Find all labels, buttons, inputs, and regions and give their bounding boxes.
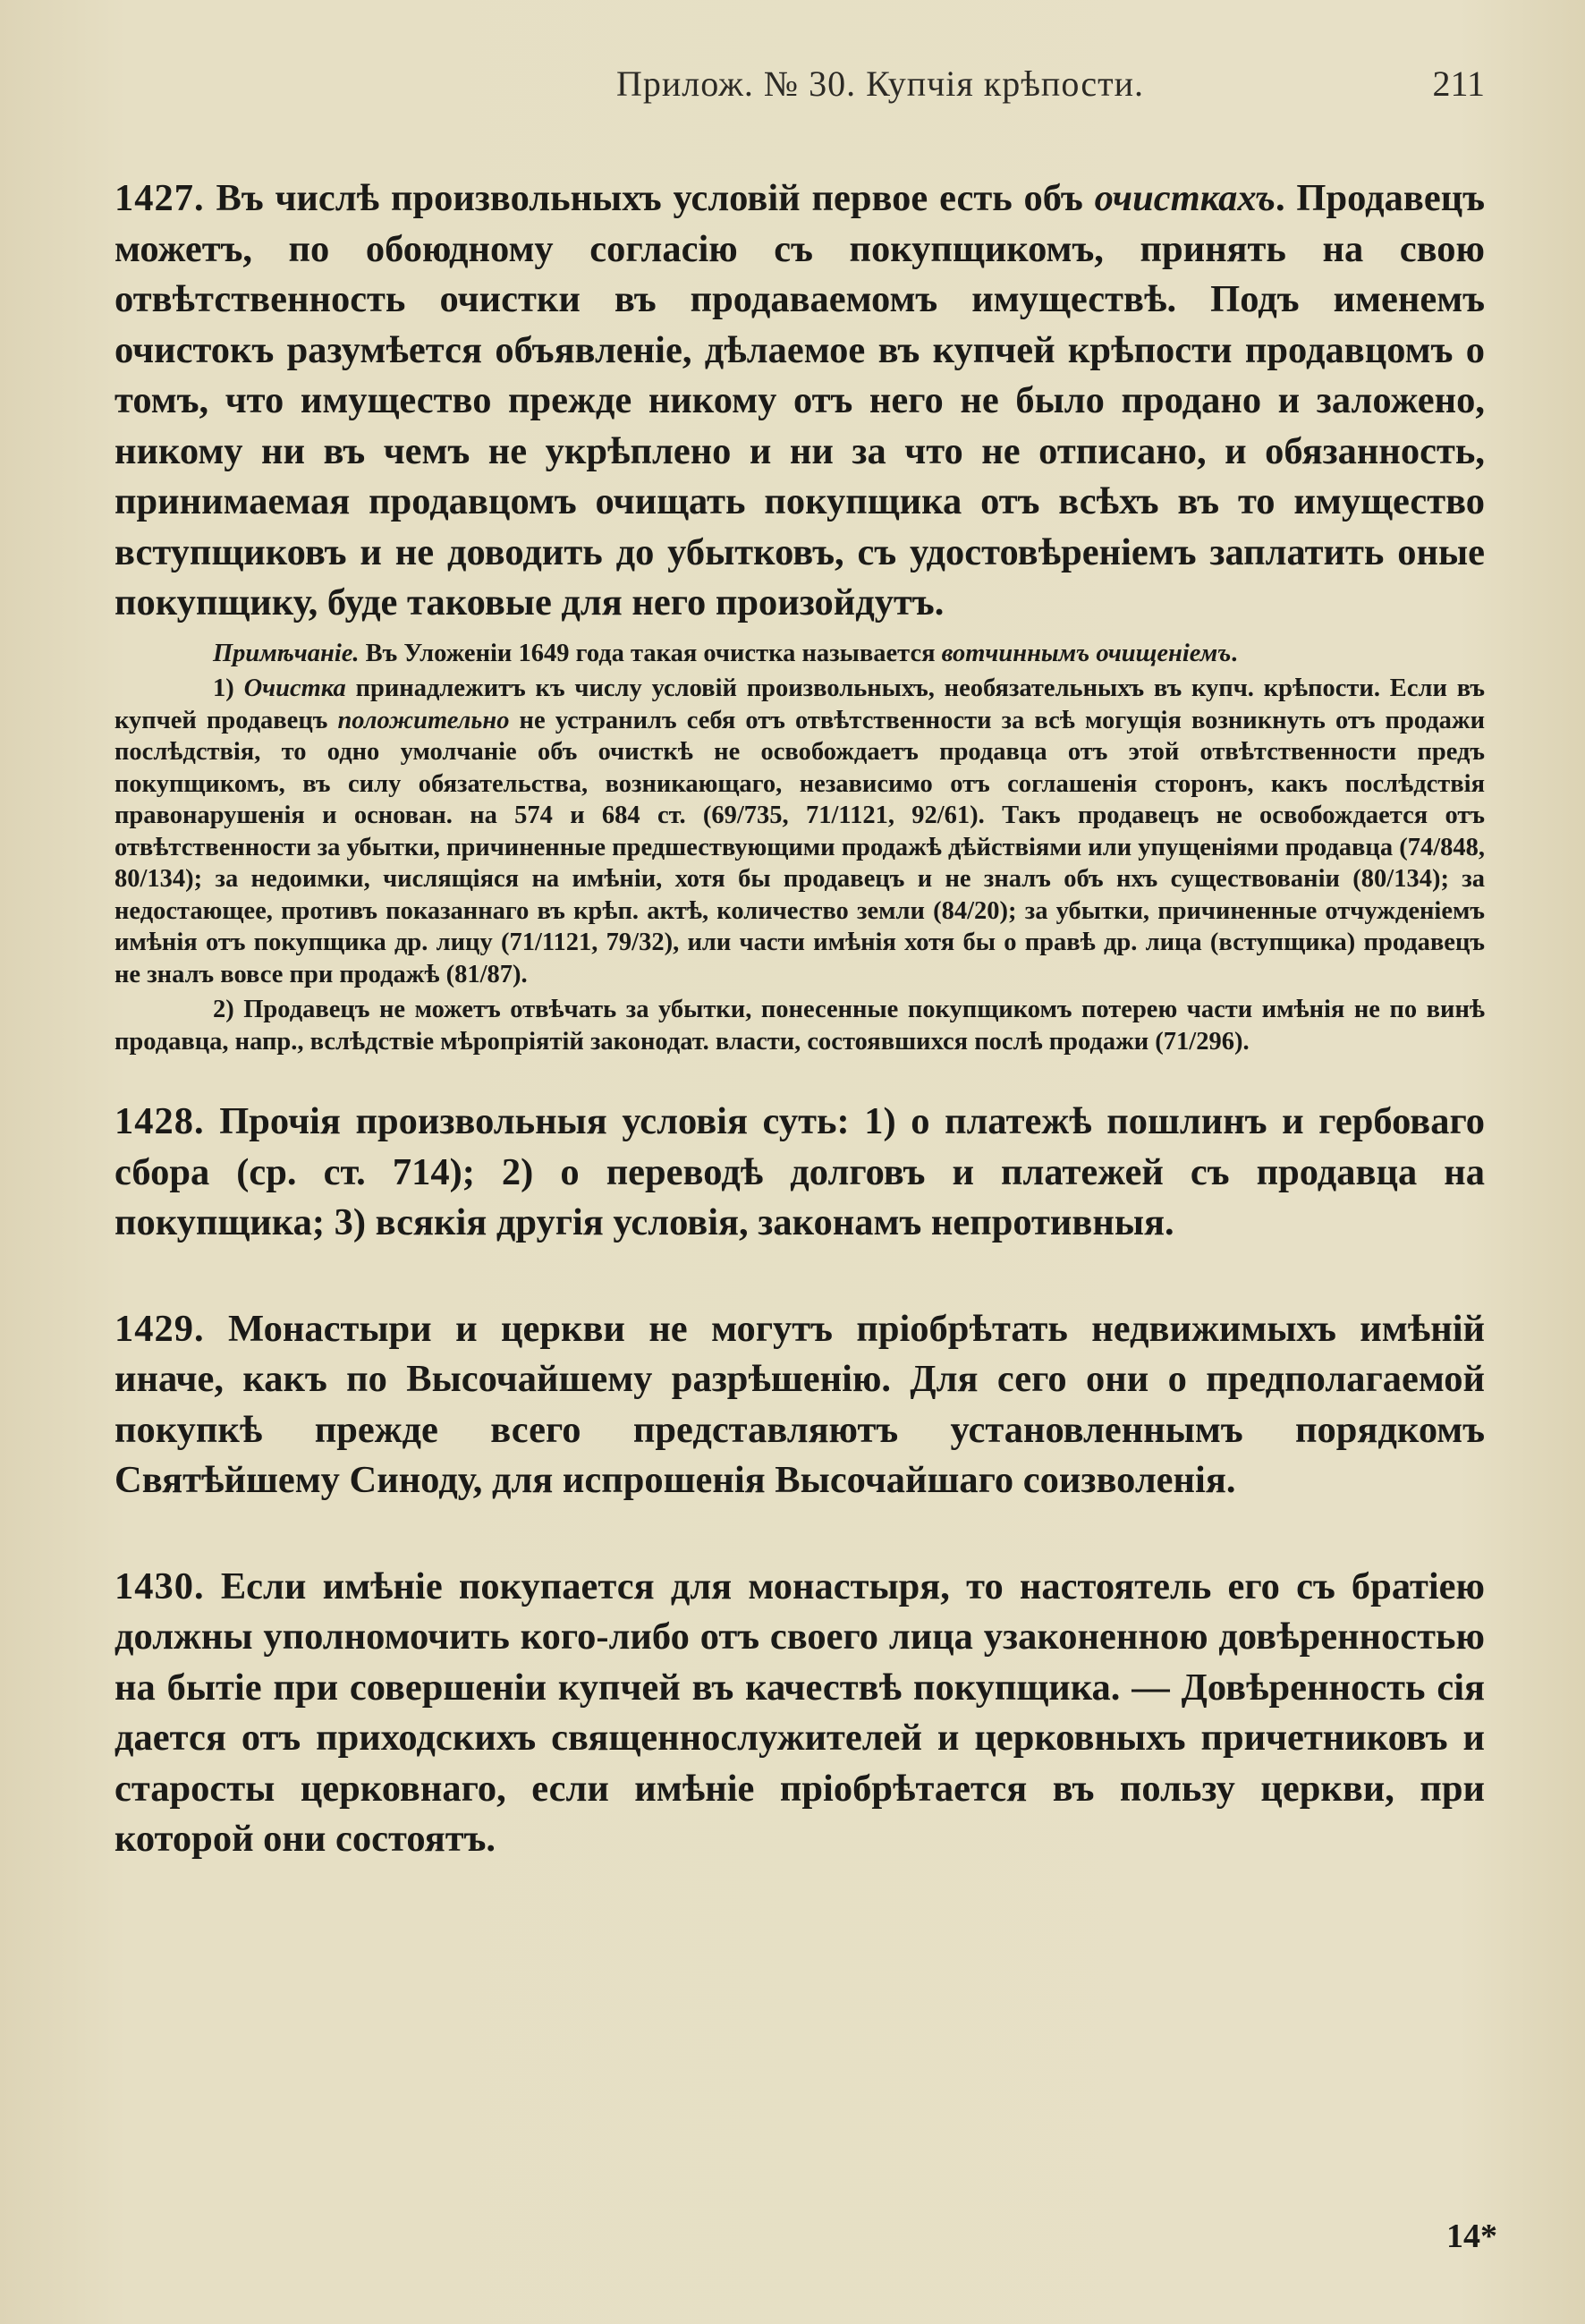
note-1 [114,673,1485,990]
article-term: очисткахъ [1094,177,1276,219]
article-number: 1427. [114,177,205,219]
article-number: 1428. [114,1100,205,1142]
article-1429 [114,1304,1485,1506]
article-1427 [114,174,1485,629]
article-text: Если имѣніе покупается для монастыря, то настоятель его съ братіею должны уполномочить кого-либо отъ своего лица узаконенною довѣренностью на бытіе при совершеніи купчей въ качествѣ покупщика. — Довѣренность сія дается отъ приходскихъ священнослужителей и церковныхъ причетниковъ и старосты церковнаго, если имѣніе пріобрѣтается въ пользу церкви, при которой они состоятъ. [114,1565,1485,1860]
article-number: 1429. [114,1307,205,1350]
running-title: Прилож. № 30. Купчія крѣпости. [616,64,1144,104]
article-number: 1430. [114,1565,205,1607]
page-number: 211 [1432,64,1485,104]
article-text: . Продавецъ можетъ, по обоюдному согласію съ покупщикомъ, принять на свою отвѣтственность очистки въ продаваемомъ имуществѣ. Подъ именемъ очистокъ разумѣется объявленіе, дѣлаемое въ купчей крѣпости продавцомъ о томъ, что имущество прежде никому отъ него не было продано и заложено, никому ни въ чемъ не укрѣплено и ни за что не отписано, и обязанность, принимаемая продавцомъ очищать покупщика отъ всѣхъ въ то имущество вступщиковъ и не доводить до убытковъ, съ удостовѣреніемъ заплатить оные покупщику, буде таковые для него произойдутъ. [114,177,1485,623]
running-head [114,63,1485,116]
article-text: Монастыри и церкви не могутъ пріобрѣтать недвижимыхъ имѣній иначе, какъ по Высочайшему разрѣшенію. Для сего они о предполагаемой покупкѣ прежде всего представляютъ установленнымъ порядкомъ Святѣйшему Синоду, для испрошенія Высочайшаго соизволенія. [114,1307,1485,1501]
note-term: положительно [337,706,510,734]
notes-1427 [114,638,1485,1058]
signature-mark: 14* [1446,2218,1497,2255]
note-text: не устранилъ себя отъ отвѣтственности за всѣ могущія возникнуть отъ продажи послѣдствія, то одно умолчаніе объ очисткѣ не освобождаетъ продавца отъ этой отвѣтственности предъ покупщикомъ, въ силу обязательства, возникающаго, независимо отъ соглашенія сторонъ, какъ послѣдствія правонарушенія и основан. на 574 и 684 ст. (69/735, 71/1121, 92/61). Такъ продавецъ не освобождается отъ отвѣтственности за убытки, причиненные предшествующими продажѣ дѣйствіями или упущеніями продавца (74/848, 80/134); за недоимки, числящіяся на имѣніи, хотя бы продавецъ и не зналъ объ нхъ существованіи (80/134); за недостающее, противъ показаннаго въ крѣп. актѣ, количество земли (84/20); за убытки, причиненные отчужденіемъ имѣнія отъ покупщика др. лицу (71/1121, 79/32), или части имѣнія хотя бы о правѣ др. лица (вступщика) продавецъ не зналъ вовсе при продажѣ (81/87). [114,706,1485,988]
article-1428 [114,1097,1485,1249]
article-1430 [114,1562,1485,1865]
article-text: Въ числѣ произвольныхъ условій первое есть объ [204,177,1095,219]
note-primechanie [114,638,1485,670]
note-text: Въ Уложеніи 1649 года такая очистка называется [359,639,942,667]
note-2: 2) Продавецъ не можетъ отвѣчать за убытки, понесенные покупщикомъ потерею части имѣнія не по винѣ продавца, напр., вслѣдствіе мѣропріятій законодат. власти, состоявшихся послѣ продажи (71/296). [114,996,1485,1056]
note-term: вотчиннымъ очищеніемъ [941,639,1232,667]
note-number: 1) [213,674,244,702]
article-text: Прочія произвольныя условія суть: 1) о платежѣ пошлинъ и гербоваго сбора (ср. ст. 714); 2) о переводѣ долговъ и платежей съ продавца на покупщика; 3) всякія другія условія, законамъ непротивныя. [114,1100,1485,1243]
note-term: Очистка [243,674,346,702]
note-label: Примѣчаніе. [213,639,360,667]
note-text: . [1231,639,1238,667]
note-text: принадлежитъ къ числу условій произвольныхъ, необязательныхъ въ купч. крѣпости. Если въ купчей продавецъ [114,674,1486,734]
